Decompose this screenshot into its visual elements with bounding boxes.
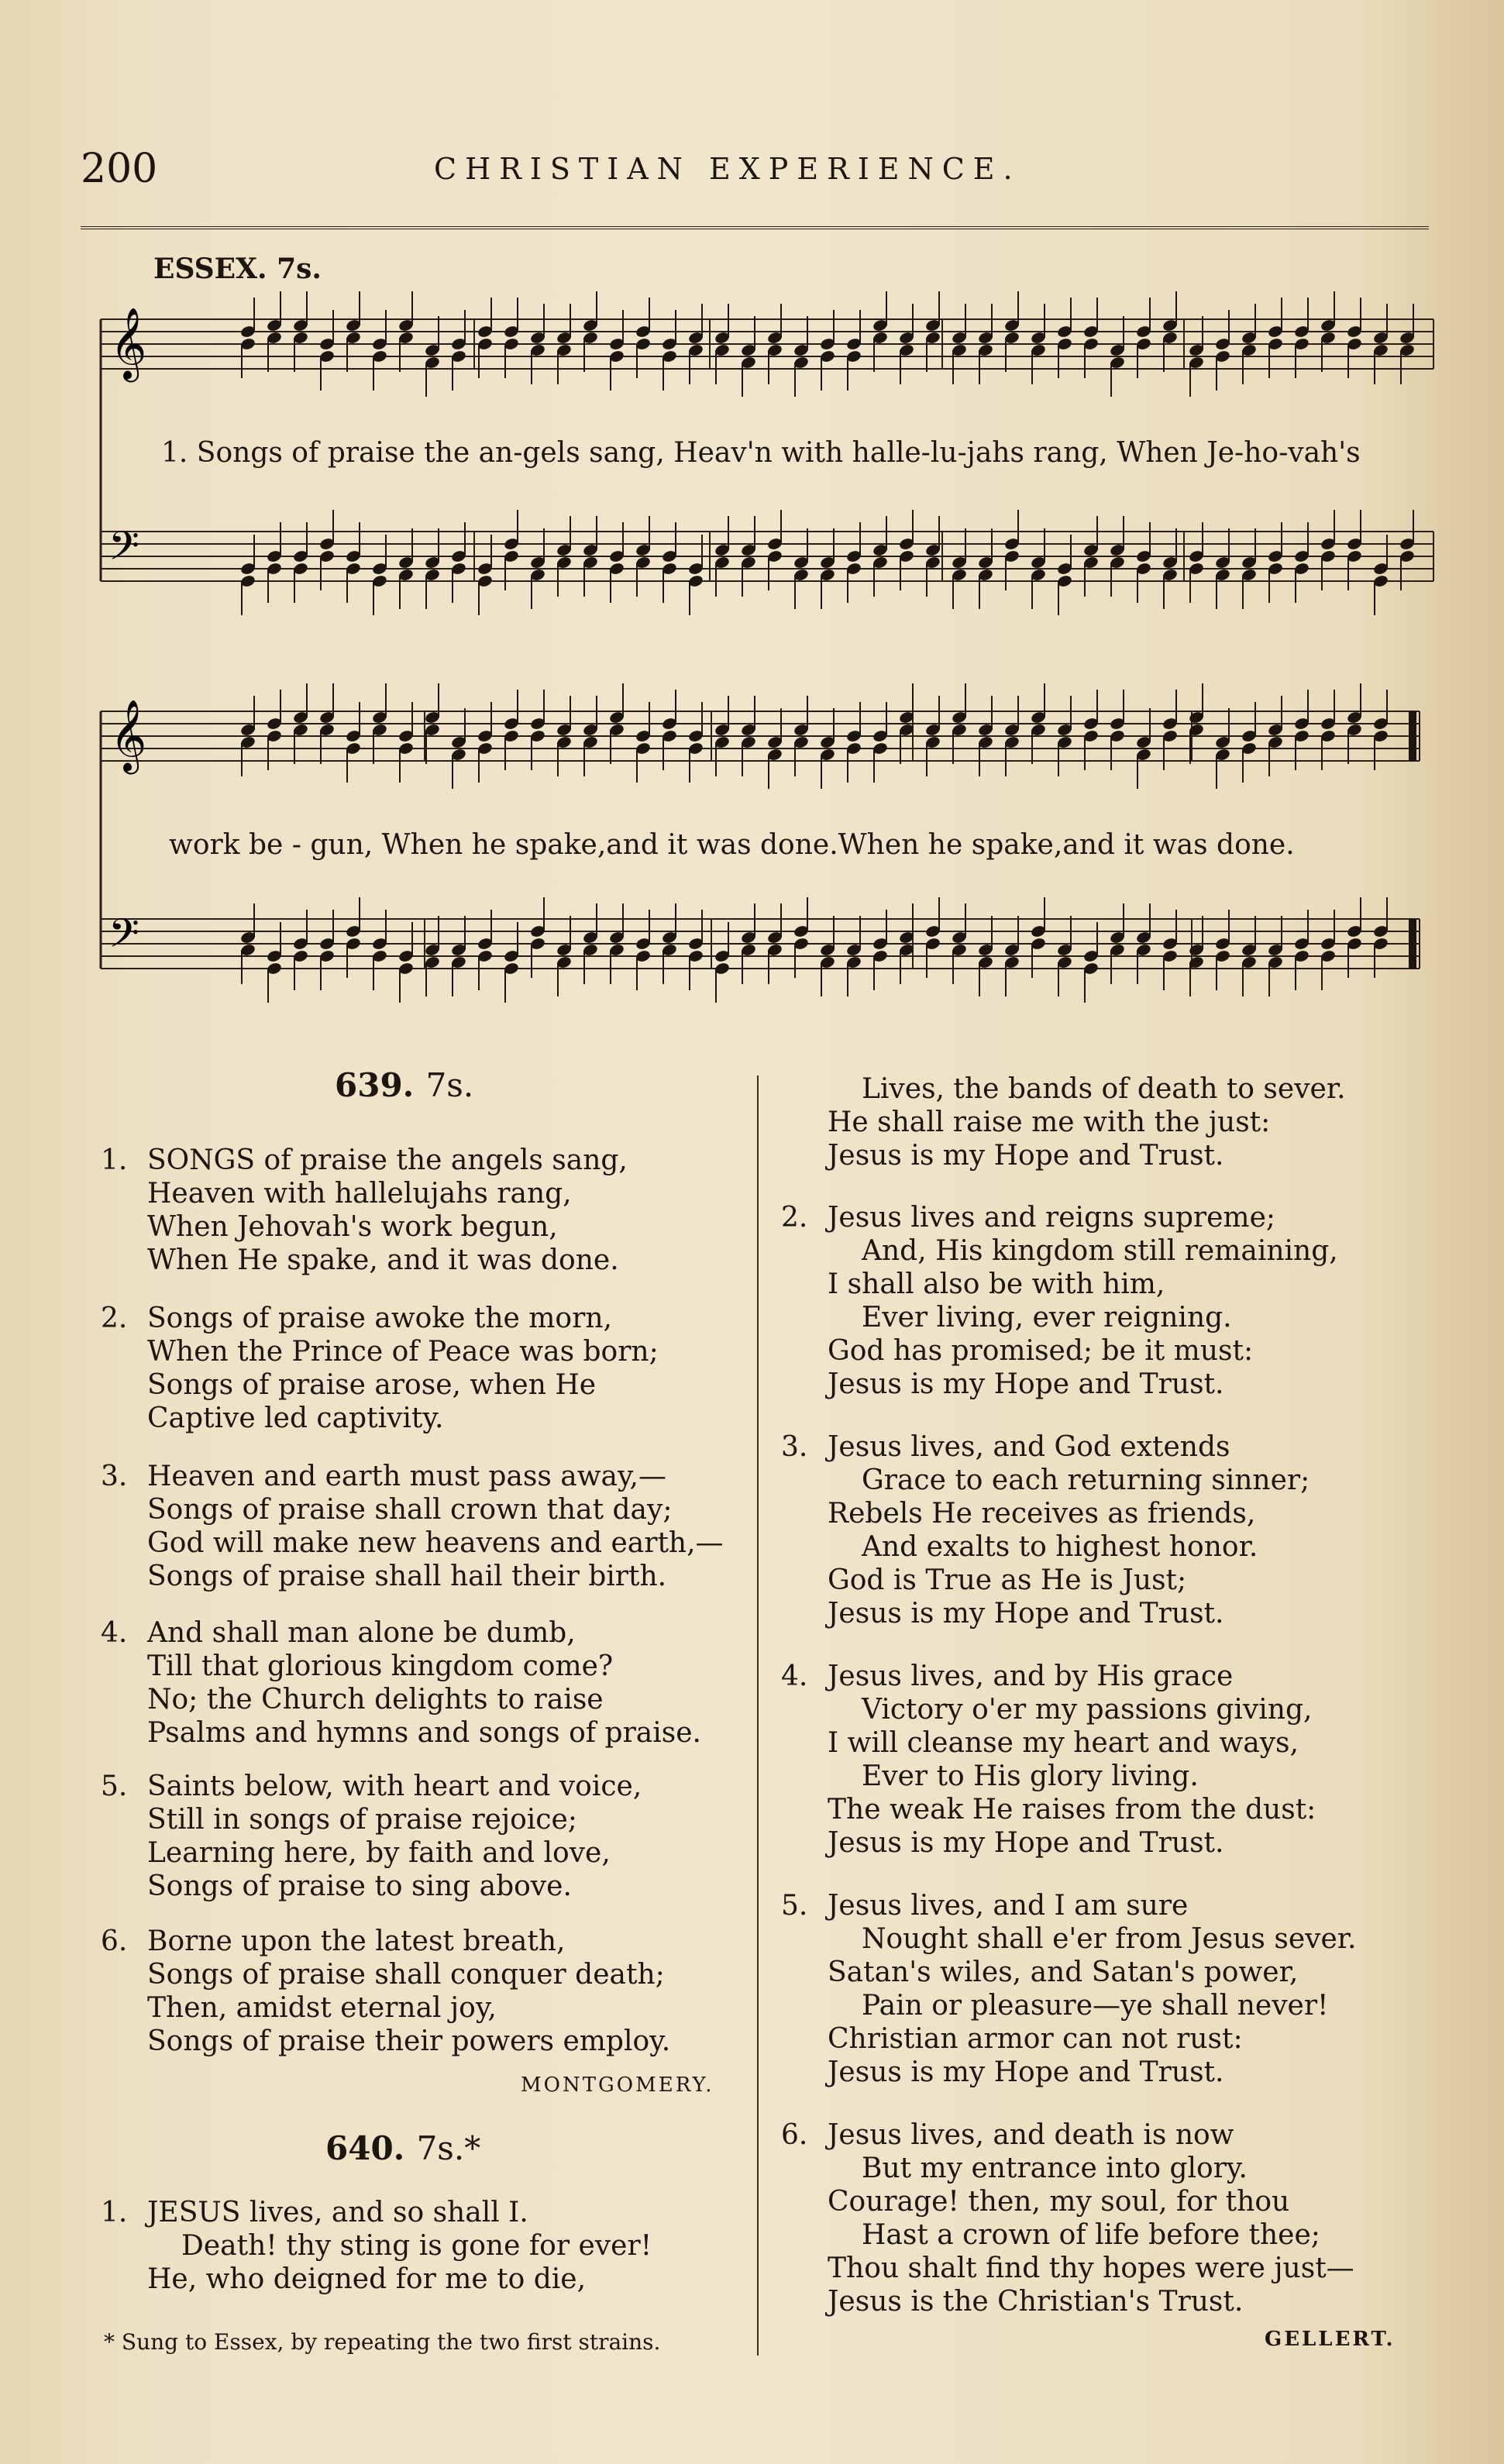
stanza <box>101 1925 671 2058</box>
stanza-line: Heaven and earth must pass away,— <box>147 1461 666 1492</box>
tune-name: ESSEX. 7s. <box>153 253 322 285</box>
stanza <box>781 1889 1357 2089</box>
stanza-line: Ever living, ever reigning. <box>862 1302 1232 1334</box>
stanza-line: Courage! then, my soul, for thou <box>828 2186 1290 2218</box>
hymn-640-heading <box>325 2129 480 2167</box>
stanza-line: God has promised; be it must: <box>828 1335 1254 1367</box>
stanza-number: 2. <box>101 1303 128 1334</box>
stanza-line: And, His kingdom still remaining, <box>862 1235 1338 1267</box>
stanza-line: Saints below, with heart and voice, <box>147 1771 642 1802</box>
hymn-639-heading <box>335 1066 473 1104</box>
stanza-line: Songs of praise shall crown that day; <box>147 1494 673 1526</box>
stanza-line: Grace to each returning sinner; <box>862 1464 1310 1496</box>
stanza-line: Songs of praise shall conquer death; <box>147 1959 665 1991</box>
stanza-number: 3. <box>781 1431 808 1463</box>
stanza-line: I will cleanse my heart and ways, <box>828 1727 1299 1759</box>
hymn-meter: 7s.* <box>416 2129 481 2167</box>
stanza-line: Learning here, by faith and love, <box>147 1837 611 1869</box>
stanza-number: 5. <box>781 1890 808 1922</box>
stanza-line: Songs of praise arose, when He <box>147 1369 597 1401</box>
bass-clef-icon: 𝄢 <box>108 522 139 579</box>
stanza-line: God is True as He is Just; <box>828 1564 1187 1596</box>
stanza-line: SONGS of praise the angels sang, <box>147 1144 628 1176</box>
stanza <box>781 1430 1310 1630</box>
stanza-line: Nought shall e'er from Jesus sever. <box>862 1923 1357 1955</box>
stanza-line: Heaven with hallelujahs rang, <box>147 1178 572 1210</box>
stanza-line: Victory o'er my passions giving, <box>862 1694 1313 1726</box>
stanza-number: 3. <box>101 1461 128 1492</box>
stanza-line: Jesus lives, and by His grace <box>828 1660 1234 1692</box>
stanza <box>101 1144 628 1277</box>
stanza-line: Rebels He receives as friends, <box>828 1498 1256 1530</box>
stanza-line: Jesus lives and reigns supreme; <box>828 1202 1276 1234</box>
stanza-line: Songs of praise their powers employ. <box>147 2025 671 2057</box>
stanza-number: 6. <box>781 2119 808 2151</box>
treble-clef-icon: 𝄞 <box>110 307 147 379</box>
final-barline <box>1409 919 1416 969</box>
stanza-line: Satan's wiles, and Satan's power, <box>828 1956 1299 1988</box>
stanza-line: When He spake, and it was done. <box>147 1244 619 1276</box>
column-rule <box>757 1075 759 2356</box>
stanza-line: And shall man alone be dumb, <box>147 1617 576 1649</box>
stanza-line: Jesus is my Hope and Trust. <box>828 1140 1224 1172</box>
stanza-line: Till that glorious kingdom come? <box>147 1650 614 1682</box>
stanza-line: Songs of praise shall hail their birth. <box>147 1561 667 1592</box>
music-score <box>0 0 1504 1069</box>
stanza-line: Jesus lives, and I am sure <box>828 1890 1189 1922</box>
stanza-line: The weak He raises from the dust: <box>828 1794 1316 1826</box>
stanza-number: 1. <box>101 1144 128 1176</box>
stanza <box>101 1302 659 1435</box>
stanza-line: When Jehovah's work begun, <box>147 1211 558 1243</box>
stanza-number: 6. <box>101 1925 128 1957</box>
stanza <box>781 1201 1338 1401</box>
stanza-number: 4. <box>781 1660 808 1692</box>
tune-lyrics-line-2: work be - gun, When he spake,and it was done.When he spake,and it was done. <box>169 829 1295 861</box>
stanza-line: Thou shalt find thy hopes were just— <box>828 2252 1354 2284</box>
stanza-line: But my entrance into glory. <box>862 2153 1248 2184</box>
stanza-line: Christian armor can not rust: <box>828 2023 1243 2055</box>
hymn-640-author: GELLERT. <box>1265 2328 1396 2351</box>
stanza <box>101 1616 701 1750</box>
stanza-line: God will make new heavens and earth,— <box>147 1527 724 1559</box>
stanza-line: JESUS lives, and so shall I. <box>147 2197 528 2228</box>
running-title: CHRISTIAN EXPERIENCE. <box>434 152 1021 186</box>
stanza <box>781 2118 1354 2318</box>
stanza-line: He shall raise me with the just: <box>828 1106 1271 1138</box>
stanza-line: Jesus is my Hope and Trust. <box>828 1368 1224 1400</box>
stanza-line: He, who deigned for me to die, <box>147 2263 587 2295</box>
stanza-continuation <box>828 1072 1346 1172</box>
stanza-line: Songs of praise awoke the morn, <box>147 1303 612 1334</box>
stanza <box>101 2196 652 2296</box>
tune-lyrics-line-1: 1. Songs of praise the an-gels sang, Heav'n with halle-lu-jahs rang, When Je-ho-vah's <box>161 437 1361 469</box>
stanza-number: 1. <box>101 2197 128 2228</box>
treble-clef-icon: 𝄞 <box>110 699 147 771</box>
stanza-line: When the Prince of Peace was born; <box>147 1336 659 1368</box>
stanza-line: Still in songs of praise rejoice; <box>147 1804 577 1836</box>
stanza-line: Jesus is the Christian's Trust. <box>828 2286 1244 2318</box>
stanza-line: Songs of praise to sing above. <box>147 1870 572 1902</box>
stanza-number: 5. <box>101 1771 128 1802</box>
stanza-line: Then, amidst eternal joy, <box>147 1992 497 2024</box>
hymn-number: 639. <box>335 1066 415 1104</box>
stanza-line: Jesus lives, and death is now <box>828 2119 1234 2151</box>
stanza-line: Jesus lives, and God extends <box>828 1431 1230 1463</box>
stanza-line: Captive led captivity. <box>147 1402 444 1434</box>
final-barline <box>1409 711 1416 761</box>
stanza-number: 2. <box>781 1202 808 1234</box>
stanza-line: Borne upon the latest breath, <box>147 1925 566 1957</box>
hymn-meter: 7s. <box>425 1066 474 1104</box>
stanza-line: Ever to His glory living. <box>862 1760 1199 1792</box>
hymn-639-author: MONTGOMERY. <box>521 2073 714 2097</box>
stanza-line: Jesus is my Hope and Trust. <box>828 2056 1224 2088</box>
stanza-line: Pain or pleasure—ye shall never! <box>862 1990 1329 2022</box>
stanza-line: No; the Church delights to raise <box>147 1684 604 1716</box>
stanza <box>101 1460 724 1593</box>
stanza-line: Jesus is my Hope and Trust. <box>828 1598 1224 1629</box>
stanza-line: Death! thy sting is gone for ever! <box>181 2230 652 2262</box>
stanza-number: 4. <box>101 1617 128 1649</box>
stanza <box>781 1660 1316 1860</box>
stanza-line: I shall also be with him, <box>828 1268 1165 1300</box>
bass-clef-icon: 𝄢 <box>108 910 139 966</box>
stanza-line: And exalts to highest honor. <box>862 1531 1258 1563</box>
hymn-number: 640. <box>325 2129 405 2167</box>
stanza-line: Jesus is my Hope and Trust. <box>828 1827 1224 1859</box>
stanza <box>101 1770 642 1903</box>
page-number: 200 <box>81 146 158 192</box>
stanza-line: Psalms and hymns and songs of praise. <box>147 1717 701 1749</box>
stanza-line: Lives, the bands of death to sever. <box>862 1073 1346 1105</box>
footnote: * Sung to Essex, by repeating the two first strains. <box>104 2329 661 2355</box>
stanza-line: Hast a crown of life before thee; <box>862 2219 1320 2251</box>
